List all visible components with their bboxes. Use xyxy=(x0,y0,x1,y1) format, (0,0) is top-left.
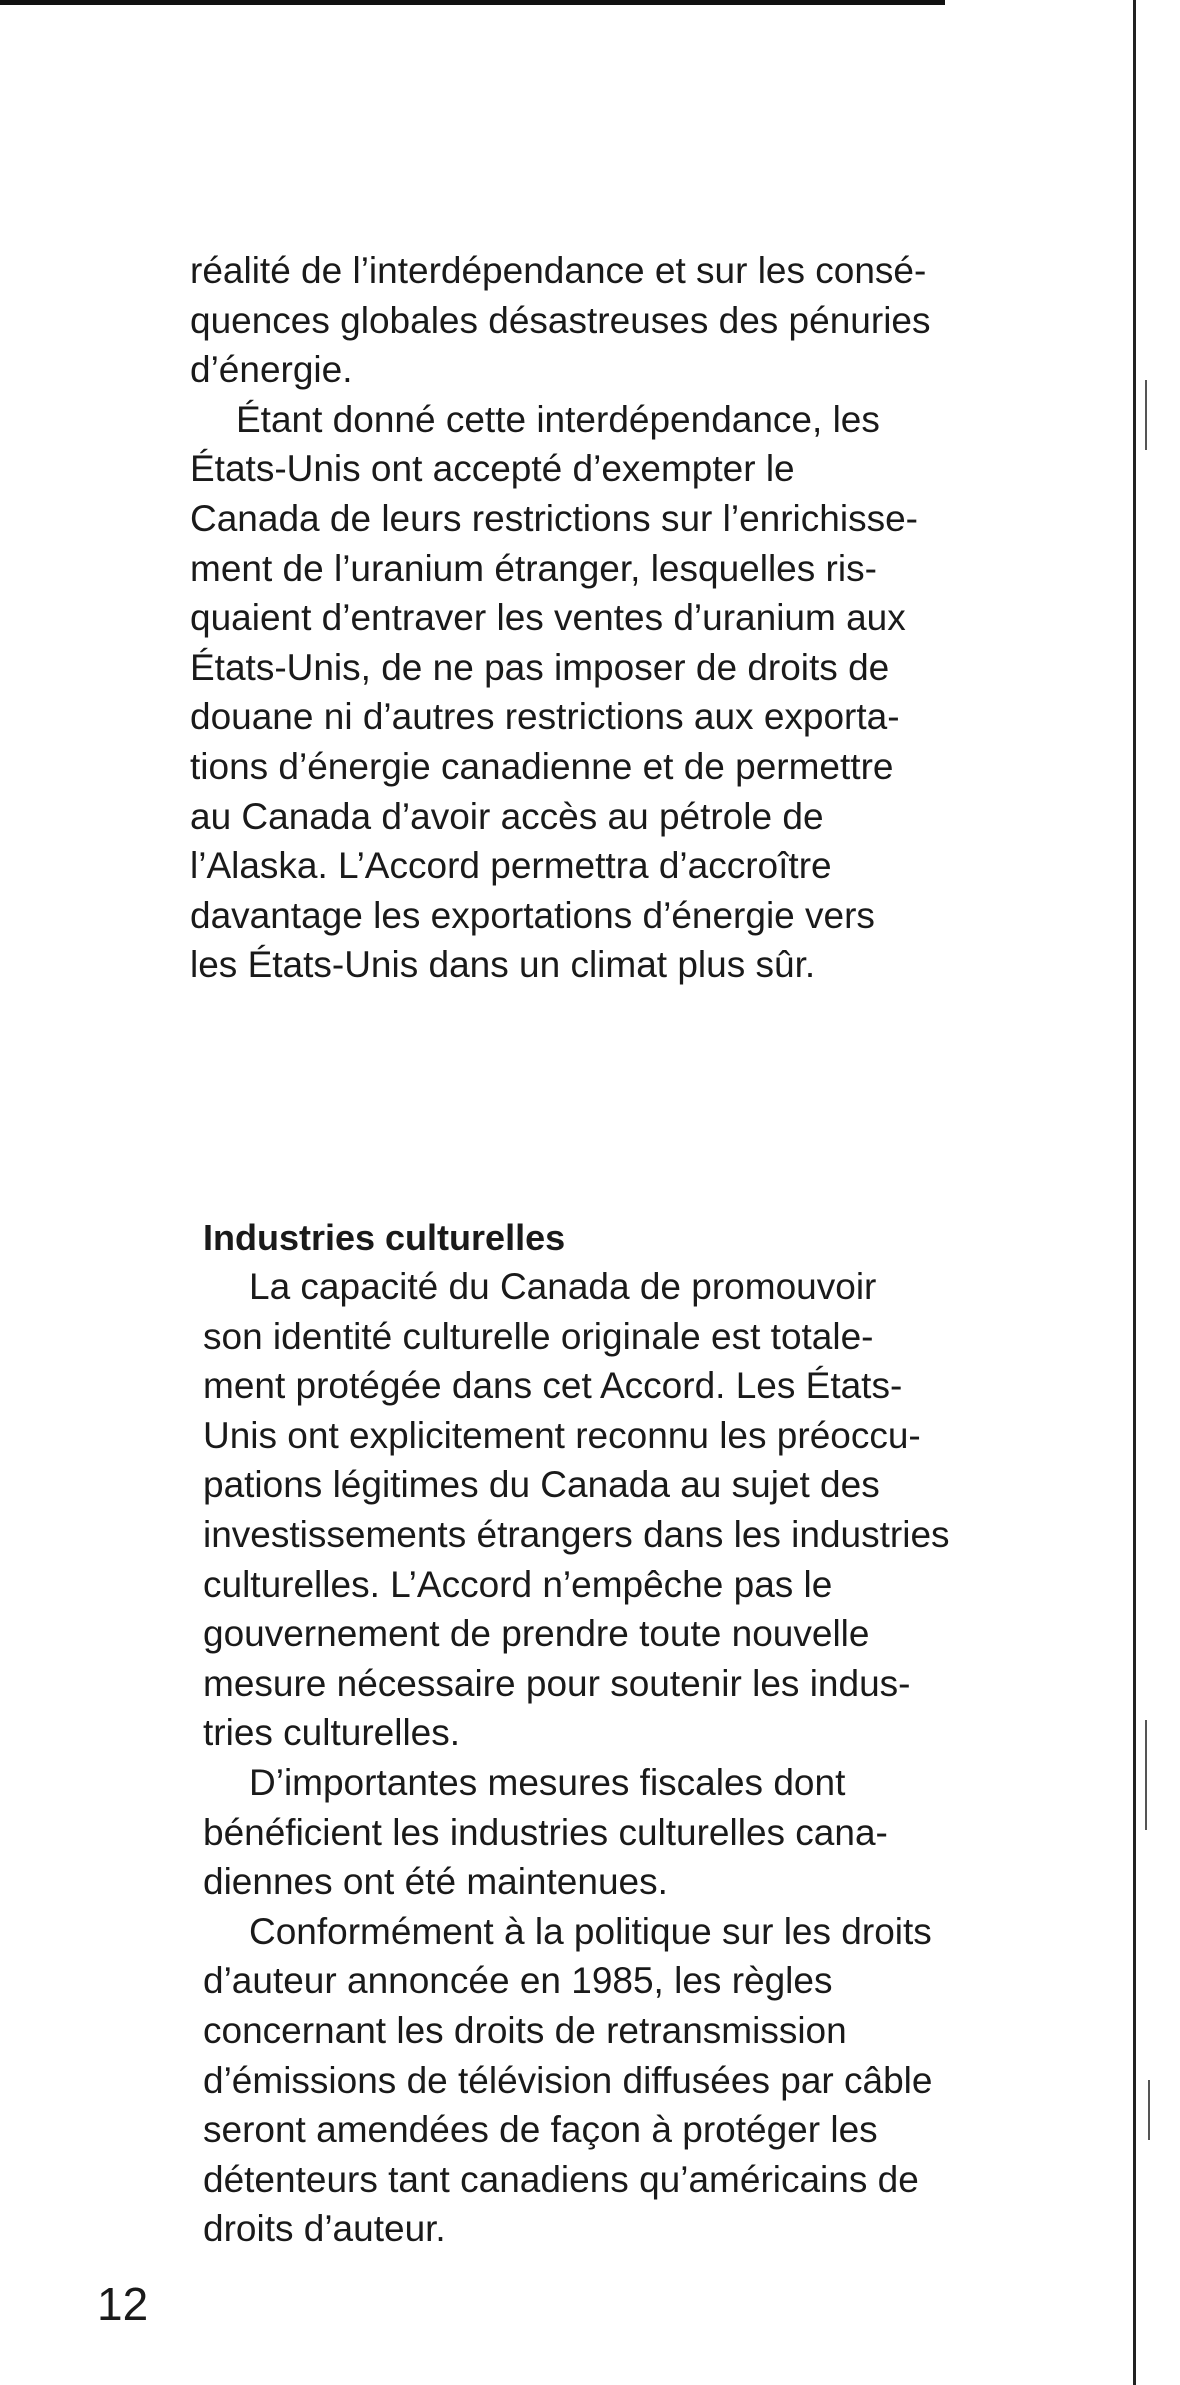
text-line: seront amendées de façon à protéger les xyxy=(203,2109,878,2151)
edge-mark xyxy=(1148,2080,1150,2140)
text-line: États-Unis ont accepté d’exempter le xyxy=(190,448,795,490)
page-number: 12 xyxy=(97,2278,149,2330)
text-line: d’auteur annoncée en 1985, les règles xyxy=(203,1960,833,2002)
text-line: douane ni d’autres restrictions aux exporta- xyxy=(190,696,900,738)
text-line: d’énergie. xyxy=(190,349,353,391)
text-line: La capacité du Canada de promouvoir xyxy=(249,1266,877,1307)
text-line: tions d’énergie canadienne et de permettre xyxy=(190,745,894,787)
text-line: mesure nécessaire pour soutenir les indus- xyxy=(203,1662,911,1704)
text-line: au Canada d’avoir accès au pétrole de xyxy=(190,795,824,837)
text-line: ment protégée dans cet Accord. Les États- xyxy=(203,1365,903,1407)
text-line: gouvernement de prendre toute nouvelle xyxy=(203,1613,870,1655)
edge-mark xyxy=(1145,1720,1147,1830)
text-block-energy xyxy=(190,246,931,990)
text-line: les États-Unis dans un climat plus sûr. xyxy=(190,944,816,986)
text-line: investissements étrangers dans les industries xyxy=(203,1513,950,1555)
text-line: Conformément à la politique sur les droits xyxy=(249,1910,932,1952)
text-line: son identité culturelle originale est totale- xyxy=(203,1315,874,1357)
text-line: concernant les droits de retransmission xyxy=(203,2009,847,2051)
text-line: davantage les exportations d’énergie vers xyxy=(190,894,875,936)
text-line: droits d’auteur. xyxy=(203,2208,446,2250)
section-heading: Industries culturelles xyxy=(203,1217,566,1258)
text-line: culturelles. L’Accord n’empêche pas le xyxy=(203,1563,833,1605)
edge-mark xyxy=(1145,380,1147,450)
page-edge xyxy=(1133,0,1136,2385)
text-line: tries culturelles. xyxy=(203,1712,461,1754)
text-block-culture xyxy=(203,1214,950,2254)
text-line: l’Alaska. L’Accord permettra d’accroître xyxy=(190,845,832,887)
top-rule xyxy=(0,0,945,5)
text-line: pations légitimes du Canada au sujet des xyxy=(203,1464,880,1506)
text-line: Unis ont explicitement reconnu les préoccu- xyxy=(203,1414,921,1456)
text-line: réalité de l’interdépendance et sur les consé- xyxy=(190,250,927,291)
text-line: États-Unis, de ne pas imposer de droits de xyxy=(190,646,890,688)
text-line: d’émissions de télévision diffusées par câble xyxy=(203,2059,933,2101)
text-line: bénéficient les industries culturelles cana- xyxy=(203,1811,888,1853)
text-line: Étant donné cette interdépendance, les xyxy=(236,398,880,440)
text-line: D’importantes mesures fiscales dont xyxy=(249,1761,846,1803)
text-line: détenteurs tant canadiens qu’américains de xyxy=(203,2158,919,2200)
text-line: quaient d’entraver les ventes d’uranium aux xyxy=(190,597,906,639)
text-line: diennes ont été maintenues. xyxy=(203,1861,668,1903)
text-line: ment de l’uranium étranger, lesquelles ris- xyxy=(190,547,877,589)
text-line: quences globales désastreuses des pénuries xyxy=(190,299,931,341)
text-line: Canada de leurs restrictions sur l’enrichisse- xyxy=(190,497,918,539)
